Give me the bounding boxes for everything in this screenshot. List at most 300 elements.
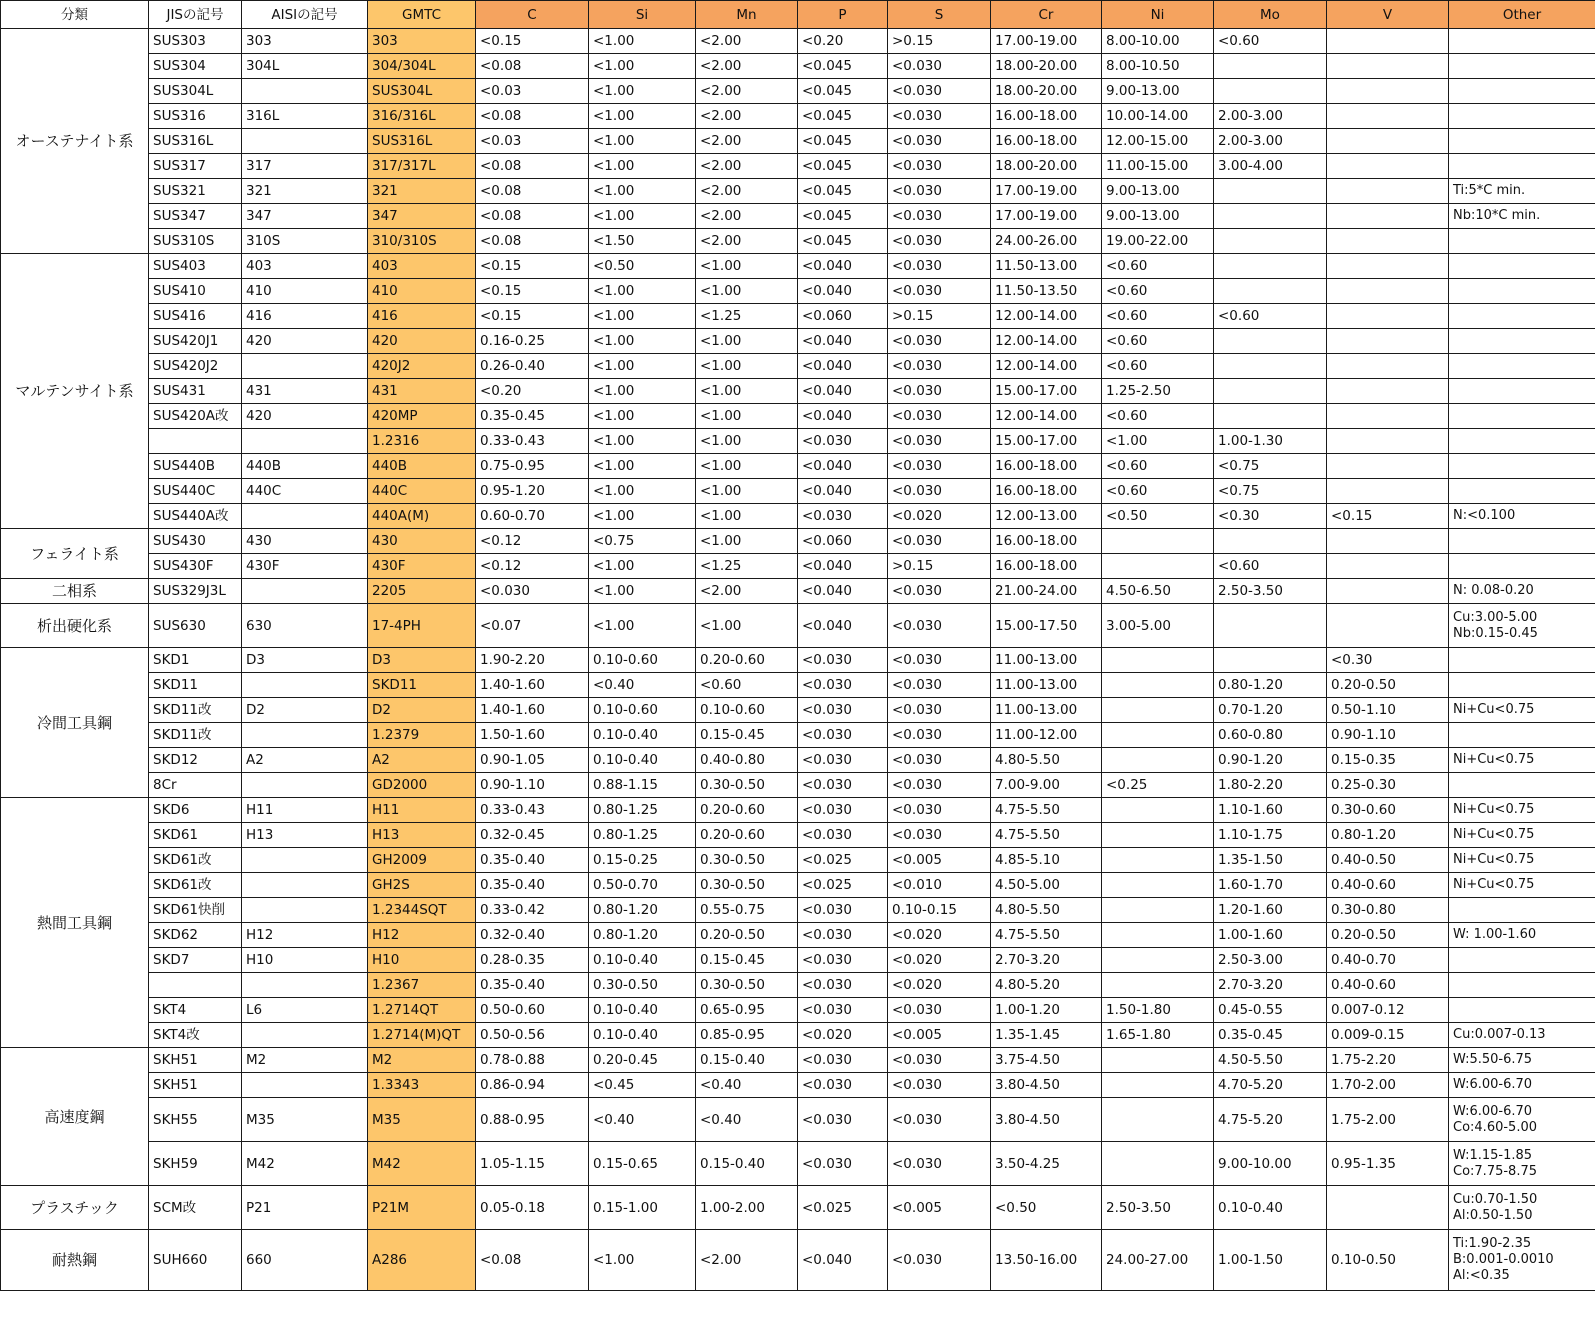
- cr-cell: 16.00-18.00: [991, 454, 1102, 479]
- cr-cell: 15.00-17.00: [991, 429, 1102, 454]
- table-row: [1, 748, 1595, 773]
- v-cell: <0.15: [1327, 504, 1449, 529]
- p-cell: <0.030: [798, 1073, 888, 1098]
- ni-cell: [1102, 723, 1214, 748]
- ni-cell: 12.00-15.00: [1102, 129, 1214, 154]
- mn-cell: <2.00: [696, 1230, 798, 1291]
- aisi-cell: [242, 898, 368, 923]
- v-cell: [1327, 354, 1449, 379]
- mo-cell: 0.70-1.20: [1214, 698, 1327, 723]
- c-cell: 0.33-0.43: [476, 429, 589, 454]
- table-row: [1, 79, 1595, 104]
- v-cell: [1327, 404, 1449, 429]
- other-cell: [1449, 673, 1595, 698]
- mn-cell: <2.00: [696, 204, 798, 229]
- mn-cell: <2.00: [696, 179, 798, 204]
- gmtc-cell: H13: [368, 823, 476, 848]
- other-cell: [1449, 354, 1595, 379]
- other-cell: [1449, 154, 1595, 179]
- s-cell: <0.030: [888, 454, 991, 479]
- c-cell: 0.32-0.45: [476, 823, 589, 848]
- ni-cell: 8.00-10.00: [1102, 29, 1214, 54]
- category-cell: 高速度鋼: [1, 1048, 149, 1186]
- p-cell: <0.040: [798, 554, 888, 579]
- s-cell: <0.030: [888, 329, 991, 354]
- aisi-cell: [242, 1073, 368, 1098]
- v-cell: [1327, 179, 1449, 204]
- cr-cell: 11.50-13.00: [991, 254, 1102, 279]
- jis-cell: SKH55: [149, 1098, 242, 1142]
- ni-cell: [1102, 673, 1214, 698]
- gmtc-cell: 416: [368, 304, 476, 329]
- v-cell: [1327, 479, 1449, 504]
- jis-cell: SUS420J1: [149, 329, 242, 354]
- gmtc-cell: SUS304L: [368, 79, 476, 104]
- ni-cell: [1102, 1073, 1214, 1098]
- aisi-cell: H11: [242, 798, 368, 823]
- other-cell: [1449, 529, 1595, 554]
- ni-cell: <0.60: [1102, 304, 1214, 329]
- cr-cell: 4.80-5.20: [991, 973, 1102, 998]
- cr-cell: 17.00-19.00: [991, 179, 1102, 204]
- c-cell: <0.08: [476, 104, 589, 129]
- other-cell: Ni+Cu<0.75: [1449, 798, 1595, 823]
- p-cell: <0.045: [798, 54, 888, 79]
- mo-cell: <0.60: [1214, 304, 1327, 329]
- aisi-cell: 440B: [242, 454, 368, 479]
- c-cell: <0.15: [476, 254, 589, 279]
- ni-cell: [1102, 873, 1214, 898]
- header-v: V: [1327, 1, 1449, 29]
- jis-cell: SUS316: [149, 104, 242, 129]
- table-row: [1, 1230, 1595, 1291]
- s-cell: <0.005: [888, 848, 991, 873]
- mo-cell: 1.80-2.20: [1214, 773, 1327, 798]
- cr-cell: 11.50-13.50: [991, 279, 1102, 304]
- p-cell: <0.030: [798, 748, 888, 773]
- jis-cell: SUS403: [149, 254, 242, 279]
- jis-cell: SUS420J2: [149, 354, 242, 379]
- other-cell: [1449, 948, 1595, 973]
- ni-cell: 3.00-5.00: [1102, 604, 1214, 648]
- c-cell: 1.40-1.60: [476, 698, 589, 723]
- v-cell: 0.40-0.60: [1327, 873, 1449, 898]
- mn-cell: 0.55-0.75: [696, 898, 798, 923]
- header-category: 分類: [1, 1, 149, 29]
- v-cell: 0.009-0.15: [1327, 1023, 1449, 1048]
- jis-cell: SCM改: [149, 1186, 242, 1230]
- other-cell: [1449, 429, 1595, 454]
- si-cell: 0.10-0.40: [589, 723, 696, 748]
- header-cr: Cr: [991, 1, 1102, 29]
- s-cell: <0.005: [888, 1023, 991, 1048]
- mo-cell: 0.60-0.80: [1214, 723, 1327, 748]
- v-cell: <0.30: [1327, 648, 1449, 673]
- v-cell: 0.20-0.50: [1327, 923, 1449, 948]
- si-cell: <1.00: [589, 504, 696, 529]
- cr-cell: 11.00-13.00: [991, 648, 1102, 673]
- cr-cell: 11.00-13.00: [991, 698, 1102, 723]
- other-cell: [1449, 129, 1595, 154]
- table-row: [1, 1098, 1595, 1142]
- mo-cell: 1.20-1.60: [1214, 898, 1327, 923]
- p-cell: <0.030: [798, 1098, 888, 1142]
- other-cell: [1449, 723, 1595, 748]
- gmtc-cell: A2: [368, 748, 476, 773]
- ni-cell: 24.00-27.00: [1102, 1230, 1214, 1291]
- p-cell: <0.025: [798, 1186, 888, 1230]
- ni-cell: [1102, 1098, 1214, 1142]
- aisi-cell: [242, 504, 368, 529]
- ni-cell: 11.00-15.00: [1102, 154, 1214, 179]
- c-cell: 0.50-0.60: [476, 998, 589, 1023]
- other-cell: [1449, 379, 1595, 404]
- table-row: [1, 1186, 1595, 1230]
- jis-cell: SKT4改: [149, 1023, 242, 1048]
- s-cell: <0.030: [888, 354, 991, 379]
- other-cell: [1449, 773, 1595, 798]
- mn-cell: 0.15-0.40: [696, 1142, 798, 1186]
- p-cell: <0.025: [798, 848, 888, 873]
- mn-cell: <1.00: [696, 354, 798, 379]
- table-row: [1, 1073, 1595, 1098]
- cr-cell: 12.00-14.00: [991, 304, 1102, 329]
- ni-cell: <0.60: [1102, 354, 1214, 379]
- other-cell: [1449, 54, 1595, 79]
- mo-cell: <0.30: [1214, 504, 1327, 529]
- c-cell: <0.03: [476, 79, 589, 104]
- jis-cell: 8Cr: [149, 773, 242, 798]
- mn-cell: 0.20-0.50: [696, 923, 798, 948]
- c-cell: <0.20: [476, 379, 589, 404]
- aisi-cell: M42: [242, 1142, 368, 1186]
- p-cell: <0.030: [798, 798, 888, 823]
- v-cell: 0.40-0.50: [1327, 848, 1449, 873]
- table-row: [1, 29, 1595, 54]
- p-cell: <0.030: [798, 504, 888, 529]
- p-cell: <0.020: [798, 1023, 888, 1048]
- other-cell: Cu:0.007-0.13: [1449, 1023, 1595, 1048]
- mo-cell: <0.75: [1214, 454, 1327, 479]
- aisi-cell: D2: [242, 698, 368, 723]
- jis-cell: SUS304L: [149, 79, 242, 104]
- table-row: [1, 179, 1595, 204]
- s-cell: <0.030: [888, 1230, 991, 1291]
- gmtc-cell: 420: [368, 329, 476, 354]
- jis-cell: SUS440B: [149, 454, 242, 479]
- s-cell: <0.030: [888, 279, 991, 304]
- other-cell: N: 0.08-0.20: [1449, 579, 1595, 604]
- category-cell: プラスチック: [1, 1186, 149, 1230]
- p-cell: <0.040: [798, 254, 888, 279]
- table-row: [1, 973, 1595, 998]
- si-cell: <1.00: [589, 204, 696, 229]
- other-cell: [1449, 279, 1595, 304]
- mo-cell: [1214, 254, 1327, 279]
- si-cell: 0.10-0.60: [589, 698, 696, 723]
- aisi-cell: [242, 79, 368, 104]
- aisi-cell: [242, 873, 368, 898]
- s-cell: <0.020: [888, 948, 991, 973]
- table-row: [1, 54, 1595, 79]
- table-row: [1, 254, 1595, 279]
- aisi-cell: 420: [242, 329, 368, 354]
- gmtc-cell: 1.3343: [368, 1073, 476, 1098]
- p-cell: <0.025: [798, 873, 888, 898]
- header-si: Si: [589, 1, 696, 29]
- aisi-cell: [242, 673, 368, 698]
- other-cell: [1449, 973, 1595, 998]
- s-cell: <0.030: [888, 54, 991, 79]
- c-cell: 0.90-1.05: [476, 748, 589, 773]
- header-ni: Ni: [1102, 1, 1214, 29]
- c-cell: 0.78-0.88: [476, 1048, 589, 1073]
- aisi-cell: 430F: [242, 554, 368, 579]
- c-cell: 0.88-0.95: [476, 1098, 589, 1142]
- other-cell: Cu:0.70-1.50 Al:0.50-1.50: [1449, 1186, 1595, 1230]
- jis-cell: SUS303: [149, 29, 242, 54]
- other-cell: [1449, 79, 1595, 104]
- other-cell: Ni+Cu<0.75: [1449, 848, 1595, 873]
- mn-cell: <1.00: [696, 279, 798, 304]
- si-cell: <1.00: [589, 404, 696, 429]
- mn-cell: 0.30-0.50: [696, 848, 798, 873]
- mo-cell: 1.00-1.60: [1214, 923, 1327, 948]
- aisi-cell: L6: [242, 998, 368, 1023]
- p-cell: <0.030: [798, 723, 888, 748]
- jis-cell: SKD62: [149, 923, 242, 948]
- mo-cell: 1.60-1.70: [1214, 873, 1327, 898]
- mn-cell: <2.00: [696, 54, 798, 79]
- category-cell: 耐熱鋼: [1, 1230, 149, 1291]
- cr-cell: 12.00-14.00: [991, 354, 1102, 379]
- s-cell: <0.030: [888, 529, 991, 554]
- mo-cell: [1214, 54, 1327, 79]
- c-cell: <0.15: [476, 29, 589, 54]
- c-cell: <0.15: [476, 304, 589, 329]
- v-cell: [1327, 29, 1449, 54]
- p-cell: <0.030: [798, 1142, 888, 1186]
- aisi-cell: 316L: [242, 104, 368, 129]
- v-cell: [1327, 54, 1449, 79]
- jis-cell: SUS321: [149, 179, 242, 204]
- table-row: [1, 873, 1595, 898]
- gmtc-cell: 440C: [368, 479, 476, 504]
- other-cell: [1449, 998, 1595, 1023]
- table-row: [1, 898, 1595, 923]
- category-cell: 析出硬化系: [1, 604, 149, 648]
- si-cell: <1.00: [589, 454, 696, 479]
- v-cell: [1327, 279, 1449, 304]
- table-row: [1, 848, 1595, 873]
- s-cell: <0.030: [888, 229, 991, 254]
- other-cell: [1449, 479, 1595, 504]
- mo-cell: [1214, 529, 1327, 554]
- c-cell: 0.90-1.10: [476, 773, 589, 798]
- s-cell: <0.030: [888, 723, 991, 748]
- jis-cell: SUS440A改: [149, 504, 242, 529]
- mo-cell: [1214, 204, 1327, 229]
- si-cell: <1.00: [589, 154, 696, 179]
- aisi-cell: 420: [242, 404, 368, 429]
- gmtc-cell: D3: [368, 648, 476, 673]
- mn-cell: 0.20-0.60: [696, 648, 798, 673]
- gmtc-cell: 316/316L: [368, 104, 476, 129]
- mn-cell: <2.00: [696, 79, 798, 104]
- ni-cell: 4.50-6.50: [1102, 579, 1214, 604]
- aisi-cell: H13: [242, 823, 368, 848]
- cr-cell: 18.00-20.00: [991, 154, 1102, 179]
- p-cell: <0.040: [798, 604, 888, 648]
- si-cell: 0.80-1.25: [589, 798, 696, 823]
- other-cell: [1449, 104, 1595, 129]
- jis-cell: SKD61改: [149, 873, 242, 898]
- table-row: [1, 923, 1595, 948]
- v-cell: 1.75-2.20: [1327, 1048, 1449, 1073]
- table-row: [1, 798, 1595, 823]
- v-cell: [1327, 529, 1449, 554]
- ni-cell: <0.50: [1102, 504, 1214, 529]
- other-cell: W: 1.00-1.60: [1449, 923, 1595, 948]
- si-cell: <1.00: [589, 54, 696, 79]
- gmtc-cell: 310/310S: [368, 229, 476, 254]
- mn-cell: 0.20-0.60: [696, 823, 798, 848]
- cr-cell: 21.00-24.00: [991, 579, 1102, 604]
- c-cell: <0.15: [476, 279, 589, 304]
- s-cell: <0.030: [888, 479, 991, 504]
- table-row: [1, 579, 1595, 604]
- other-cell: W:1.15-1.85 Co:7.75-8.75: [1449, 1142, 1595, 1186]
- si-cell: <0.40: [589, 1098, 696, 1142]
- c-cell: 0.86-0.94: [476, 1073, 589, 1098]
- c-cell: 0.60-0.70: [476, 504, 589, 529]
- ni-cell: [1102, 648, 1214, 673]
- jis-cell: SUS316L: [149, 129, 242, 154]
- si-cell: <1.00: [589, 79, 696, 104]
- jis-cell: SKD12: [149, 748, 242, 773]
- table-row: [1, 379, 1595, 404]
- v-cell: [1327, 129, 1449, 154]
- ni-cell: <0.25: [1102, 773, 1214, 798]
- mo-cell: 1.35-1.50: [1214, 848, 1327, 873]
- p-cell: <0.045: [798, 79, 888, 104]
- table-row: [1, 1048, 1595, 1073]
- ni-cell: [1102, 698, 1214, 723]
- gmtc-cell: 430F: [368, 554, 476, 579]
- s-cell: <0.030: [888, 823, 991, 848]
- p-cell: <0.030: [798, 1048, 888, 1073]
- other-cell: N:<0.100: [1449, 504, 1595, 529]
- cr-cell: 16.00-18.00: [991, 129, 1102, 154]
- gmtc-cell: 304/304L: [368, 54, 476, 79]
- jis-cell: SKD61: [149, 823, 242, 848]
- v-cell: [1327, 104, 1449, 129]
- ni-cell: [1102, 1048, 1214, 1073]
- ni-cell: [1102, 948, 1214, 973]
- si-cell: 0.80-1.20: [589, 898, 696, 923]
- gmtc-cell: H11: [368, 798, 476, 823]
- s-cell: >0.15: [888, 29, 991, 54]
- ni-cell: 1.25-2.50: [1102, 379, 1214, 404]
- category-cell: 冷間工具鋼: [1, 648, 149, 798]
- p-cell: <0.20: [798, 29, 888, 54]
- aisi-cell: 317: [242, 154, 368, 179]
- p-cell: <0.045: [798, 179, 888, 204]
- mn-cell: 0.30-0.50: [696, 773, 798, 798]
- table-row: [1, 454, 1595, 479]
- p-cell: <0.030: [798, 948, 888, 973]
- ni-cell: [1102, 973, 1214, 998]
- jis-cell: SUS347: [149, 204, 242, 229]
- s-cell: <0.030: [888, 604, 991, 648]
- aisi-cell: 416: [242, 304, 368, 329]
- cr-cell: 11.00-13.00: [991, 673, 1102, 698]
- p-cell: <0.030: [798, 773, 888, 798]
- cr-cell: 1.00-1.20: [991, 998, 1102, 1023]
- ni-cell: <0.60: [1102, 479, 1214, 504]
- p-cell: <0.040: [798, 354, 888, 379]
- p-cell: <0.040: [798, 279, 888, 304]
- cr-cell: 12.00-13.00: [991, 504, 1102, 529]
- mn-cell: <1.00: [696, 454, 798, 479]
- ni-cell: 1.50-1.80: [1102, 998, 1214, 1023]
- cr-cell: 13.50-16.00: [991, 1230, 1102, 1291]
- v-cell: [1327, 429, 1449, 454]
- s-cell: <0.030: [888, 579, 991, 604]
- table-row: [1, 698, 1595, 723]
- cr-cell: 1.35-1.45: [991, 1023, 1102, 1048]
- gmtc-cell: 410: [368, 279, 476, 304]
- table-row: [1, 154, 1595, 179]
- table-row: [1, 948, 1595, 973]
- mn-cell: <0.40: [696, 1073, 798, 1098]
- cr-cell: 4.75-5.50: [991, 823, 1102, 848]
- table-row: [1, 504, 1595, 529]
- table-row: [1, 773, 1595, 798]
- jis-cell: SKH51: [149, 1048, 242, 1073]
- cr-cell: 18.00-20.00: [991, 79, 1102, 104]
- mn-cell: <1.00: [696, 379, 798, 404]
- header-mo: Mo: [1214, 1, 1327, 29]
- c-cell: <0.030: [476, 579, 589, 604]
- c-cell: <0.12: [476, 554, 589, 579]
- aisi-cell: [242, 723, 368, 748]
- header-s: S: [888, 1, 991, 29]
- si-cell: <1.00: [589, 554, 696, 579]
- mn-cell: 0.65-0.95: [696, 998, 798, 1023]
- mn-cell: 0.15-0.45: [696, 948, 798, 973]
- s-cell: <0.030: [888, 1098, 991, 1142]
- mo-cell: 4.50-5.50: [1214, 1048, 1327, 1073]
- c-cell: <0.08: [476, 154, 589, 179]
- si-cell: 0.10-0.40: [589, 948, 696, 973]
- mo-cell: [1214, 229, 1327, 254]
- mo-cell: [1214, 354, 1327, 379]
- ni-cell: 19.00-22.00: [1102, 229, 1214, 254]
- s-cell: <0.030: [888, 798, 991, 823]
- v-cell: [1327, 379, 1449, 404]
- other-cell: Ti:1.90-2.35 B:0.001-0.0010 Al:<0.35: [1449, 1230, 1595, 1291]
- mn-cell: 0.30-0.50: [696, 873, 798, 898]
- table-row: [1, 429, 1595, 454]
- cr-cell: <0.50: [991, 1186, 1102, 1230]
- v-cell: [1327, 329, 1449, 354]
- s-cell: <0.030: [888, 1048, 991, 1073]
- mo-cell: [1214, 329, 1327, 354]
- s-cell: <0.010: [888, 873, 991, 898]
- s-cell: <0.005: [888, 1186, 991, 1230]
- gmtc-cell: 347: [368, 204, 476, 229]
